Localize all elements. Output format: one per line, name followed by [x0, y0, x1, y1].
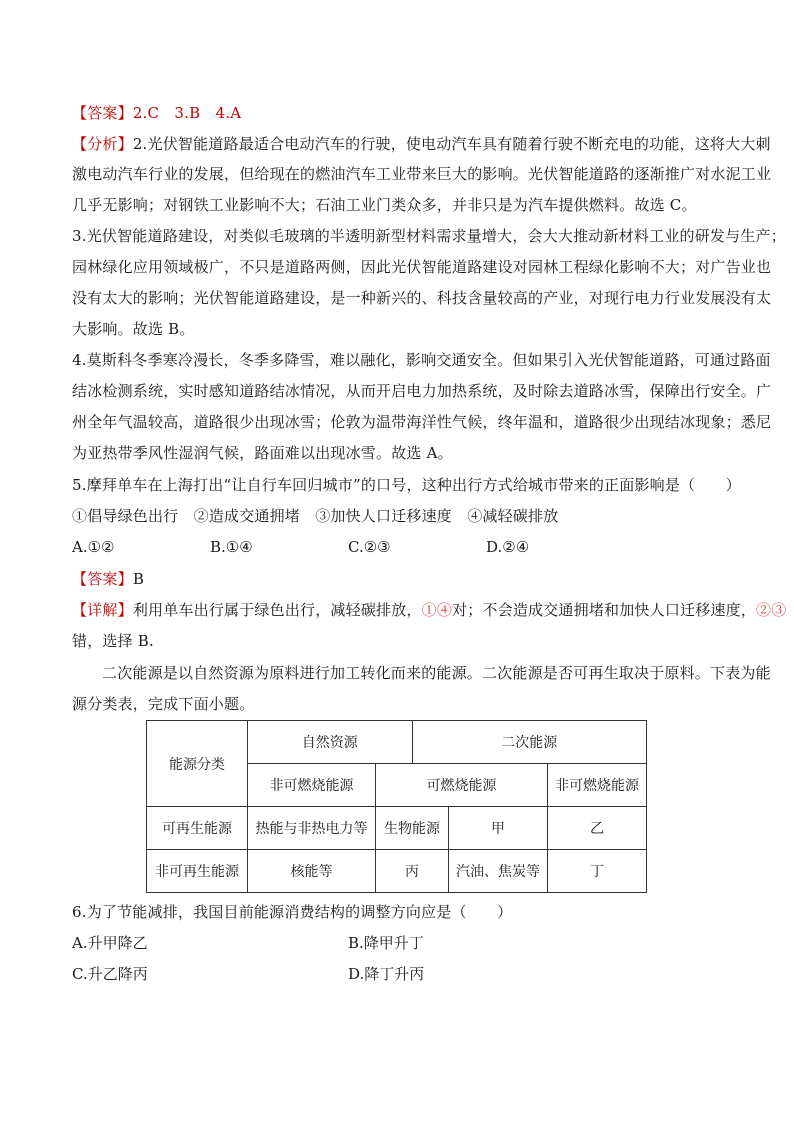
- detail-highlight-2: ②③: [756, 601, 787, 619]
- q5-option-c: C.②③: [348, 538, 391, 556]
- table-header-natural: 自然资源: [248, 721, 413, 764]
- table-row-label-nonrenewable: 非可再生能源: [147, 850, 248, 893]
- q6-option-c: C.升乙降丙: [72, 965, 148, 983]
- table-cell: 热能与非热电力等: [248, 807, 376, 850]
- intro-line-2: 源分类表，完成下面小题。: [72, 695, 255, 713]
- analysis-line-4: 3.光伏智能道路建设，对类似毛玻璃的半透明新型材料需求量增大，会大大推动新材料工业的研发与生产；: [72, 227, 786, 245]
- answer-tag: 【答案】: [72, 104, 133, 122]
- analysis-line-8: 4.莫斯科冬季寒冷漫长，冬季多降雪，难以融化，影响交通安全。但如果引入光伏智能道路，可通过路面: [72, 351, 771, 369]
- analysis-line-5: 园林绿化应用领域极广，不只是道路两侧，因此光伏智能道路建设对园林工程绿化影响不大；对广告业也: [72, 258, 772, 276]
- question-6-stem: 6.为了节能减排，我国目前能源消费结构的调整方向应是（ ）: [72, 903, 513, 921]
- analysis-line-10: 州全年气温较高，道路很少出现冰雪；伦敦为温带海洋性气候，终年温和，道路很少出现结冰现象；悉尼: [72, 413, 772, 431]
- q6-option-a: A.升甲降乙: [72, 934, 148, 952]
- table-cell: 丁: [548, 850, 647, 893]
- analysis-line-9: 结冰检测系统，实时感知道路结冰情况，从而开启电力加热系统，及时除去道路冰雪，保障出行安全。广: [72, 382, 772, 400]
- q6-option-b: B.降甲升丁: [348, 934, 424, 952]
- detail-text-2: 对；不会造成交通拥堵和加快人口迁移速度，: [452, 601, 757, 619]
- analysis-text: 2.光伏智能道路最适合电动汽车的行驶，使电动汽车具有随着行驶不断充电的功能，这将大大刺: [132, 135, 771, 153]
- q5-option-b: B.①④: [210, 538, 253, 556]
- detail-tag: 【详解】: [72, 601, 133, 619]
- detail-line-2: 错，选择 B.: [72, 632, 154, 650]
- analysis-line-6: 没有太大的影响；光伏智能道路建设，是一种新兴的、科技含量较高的产业，对现行电力行业发展没有太: [72, 289, 772, 307]
- analysis-line-1: [72, 134, 771, 154]
- q6-option-d: D.降丁升丙: [348, 965, 425, 983]
- table-cell: 甲: [449, 807, 548, 850]
- table-cell: 生物能源: [376, 807, 449, 850]
- table-header-flammable: 可燃烧能源: [376, 764, 548, 807]
- analysis-line-2: 激电动汽车行业的发展，但给现在的燃油汽车工业带来巨大的影响。光伏智能道路的逐渐推广对水泥工业: [72, 165, 772, 183]
- question-5-stem: 5.摩拜单车在上海打出“让自行车回归城市”的口号，这种出行方式给城市带来的正面影响是（ ）: [72, 476, 741, 494]
- analysis-line-7: 大影响。故选 B。: [72, 320, 195, 338]
- analysis-tag: 【分析】: [72, 135, 133, 153]
- table-corner: 能源分类: [147, 721, 248, 807]
- question-5-items: ①倡导绿色出行 ②造成交通拥堵 ③加快人口迁移速度 ④减轻碳排放: [72, 507, 559, 525]
- q5-option-a: A.①②: [72, 538, 115, 556]
- table-header-nonflammable-1: 非可燃烧能源: [248, 764, 376, 807]
- table-cell: 乙: [548, 807, 647, 850]
- intro-line-1: 二次能源是以自然资源为原料进行加工转化而来的能源。二次能源是否可再生取决于原料。下表为能: [102, 664, 771, 682]
- energy-classification-table: [146, 720, 647, 893]
- table-row-label-renewable: 可再生能源: [147, 807, 248, 850]
- detail-text-1: 利用单车出行属于绿色出行，减轻碳排放，: [132, 601, 422, 619]
- answer-tag: 【答案】: [72, 570, 133, 588]
- answer-value: B: [132, 570, 145, 588]
- table-header-nonflammable-2: 非可燃烧能源: [548, 764, 647, 807]
- table-cell: 核能等: [248, 850, 376, 893]
- answer-line-2: [72, 569, 144, 589]
- q5-option-d: D.②④: [486, 538, 530, 556]
- detail-highlight-1: ①④: [421, 601, 453, 619]
- table-cell: 汽油、焦炭等: [449, 850, 548, 893]
- answer-line-1: [72, 103, 241, 123]
- table-header-secondary: 二次能源: [412, 721, 647, 764]
- analysis-line-11: 为亚热带季风性湿润气候，路面难以出现冰雪。故选 A。: [72, 444, 453, 462]
- detail-line-1: [72, 600, 786, 620]
- analysis-line-3: 几乎无影响；对钢铁工业影响不大；石油工业门类众多，并非只是为汽车提供燃料。故选 C。: [72, 196, 697, 214]
- table-cell: 丙: [376, 850, 449, 893]
- answer-value: 2.C 3.B 4.A: [132, 104, 242, 122]
